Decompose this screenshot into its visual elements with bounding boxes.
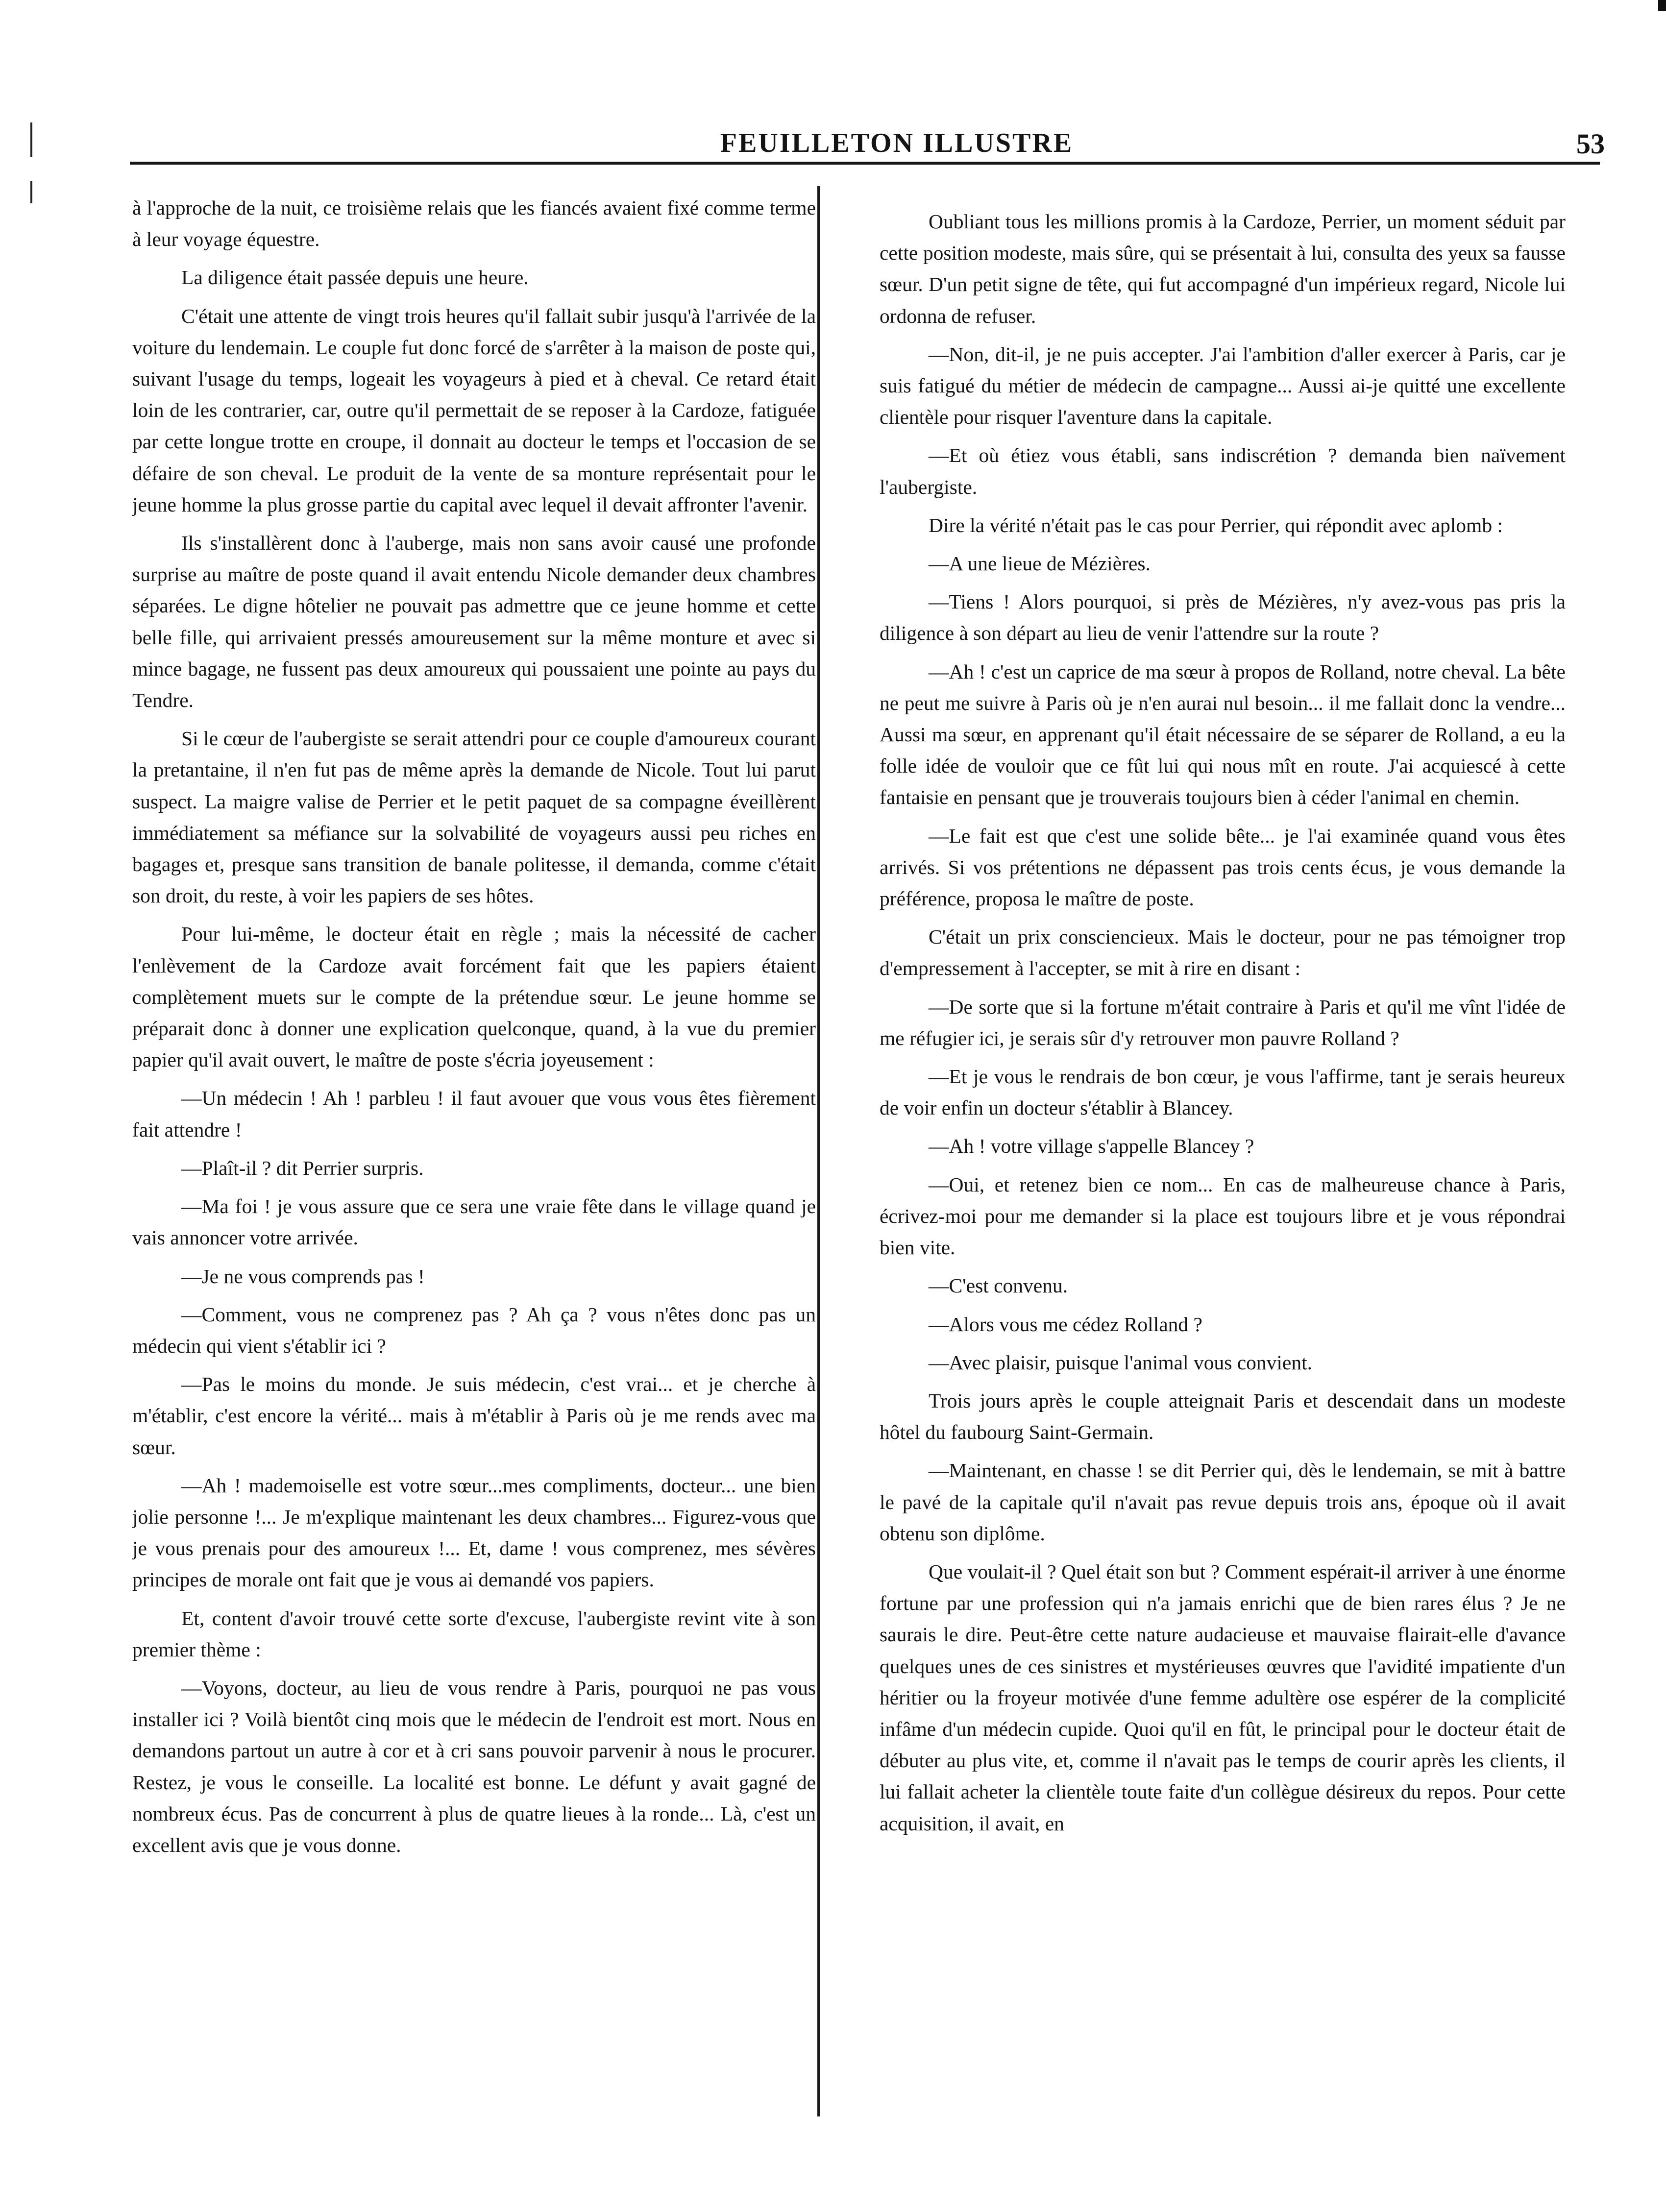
paragraph: —Ah ! mademoiselle est votre sœur...mes compliments, docteur... une bien jolie personne !... Je m'explique maintenant les deux chambres... Figurez-vous que je vous prenais pour des amoureux !... Et, dame ! vous comprenez, mes sévères principes de morale ont fait que je vous ai demandé vos papiers. bbox=[132, 1474, 816, 1591]
paragraph: à l'approche de la nuit, ce troisième relais que les fiancés avaient fixé comme terme à leur voyage équestre. bbox=[132, 196, 816, 251]
paragraph: C'était un prix consciencieux. Mais le docteur, pour ne pas témoigner trop d'empressement à l'accepter, se mit à rire en disant : bbox=[880, 925, 1566, 980]
paragraph: —Ah ! votre village s'appelle Blancey ? bbox=[929, 1135, 1254, 1158]
paragraph: C'était une attente de vingt trois heures qu'il fallait subir jusqu'à l'arrivée de la voiture du lendemain. Le couple fut donc forcé de s'arrêter à la maison de poste qui, suivant l'usage du temps, logeait les voyageurs à pied et à cheval. Ce retard était loin de les contrarier, car, outre qu'il permettait de se reposer à la Cardoze, fatiguée par cette longue trotte en croupe, il donnait au docteur le temps et l'occasion de se défaire de son cheval. Le produit de la vente de sa monture représentait pour le jeune homme la plus grosse partie du capital avec lequel il devait affronter l'avenir. bbox=[132, 304, 816, 516]
paragraph: —Oui, et retenez bien ce nom... En cas de malheureuse chance à Paris, écrivez-moi pour me demander si la place est toujours libre et je vous répondrai bien vite. bbox=[880, 1173, 1566, 1259]
paragraph: —Je ne vous comprends pas ! bbox=[181, 1264, 425, 1288]
paragraph: —Comment, vous ne comprenez pas ? Ah ça ? vous n'êtes donc pas un médecin qui vient s'établir ici ? bbox=[132, 1303, 816, 1357]
paragraph: —Un médecin ! Ah ! parbleu ! il faut avouer que vous vous êtes fièrement fait attendre ! bbox=[132, 1087, 816, 1141]
paragraph: Trois jours après le couple atteignait Paris et descendait dans un modeste hôtel du faubourg Saint-Germain. bbox=[880, 1389, 1566, 1444]
column-divider bbox=[817, 186, 820, 2116]
paragraph: —Tiens ! Alors pourquoi, si près de Mézières, n'y avez-vous pas pris la diligence à son départ au lieu de venir l'attendre sur la route ? bbox=[880, 590, 1566, 645]
paragraph: —C'est convenu. bbox=[929, 1274, 1068, 1297]
margin-mark bbox=[30, 122, 32, 157]
paragraph: —Pas le moins du monde. Je suis médecin, c'est vrai... et je cherche à m'établir, c'est encore la vérité... mais à m'établir à Paris où je me rends avec ma sœur. bbox=[132, 1373, 816, 1458]
paragraph: —Avec plaisir, puisque l'animal vous convient. bbox=[929, 1351, 1313, 1374]
paragraph: —A une lieue de Mézières. bbox=[929, 552, 1151, 575]
header-title: FEUILLETON ILLUSTRE bbox=[720, 128, 1074, 158]
paragraph: —Le fait est que c'est une solide bête... je l'ai examinée quand vous êtes arrivés. Si vos prétentions ne dépassent pas trois cents écus, je vous demande la préférence, proposa le maître de poste. bbox=[880, 824, 1566, 910]
right-column bbox=[880, 206, 1566, 2165]
paragraph: —Et je vous le rendrais de bon cœur, je vous l'affirme, tant je serais heureux de voir enfin un docteur s'établir à Blancey. bbox=[880, 1065, 1566, 1119]
paragraph: —Alors vous me cédez Rolland ? bbox=[929, 1313, 1202, 1336]
paragraph: La diligence était passée depuis une heure. bbox=[181, 266, 529, 289]
paragraph: —Non, dit-il, je ne puis accepter. J'ai l'ambition d'aller exercer à Paris, car je suis fatigué du métier de médecin de campagne... Aussi ai-je quitté une excellente clientèle pour risquer l'aventure dans la capitale. bbox=[880, 342, 1566, 429]
paragraph: —Ah ! c'est un caprice de ma sœur à propos de Rolland, notre cheval. La bête ne peut me suivre à Paris où je n'en aurai nul besoin... il me fallait donc la vendre... Aussi ma sœur, en apprenant qu'il était nécessaire de se séparer de Rolland, a eu la folle idée de vouloir que ce fût lui qui nous mît en route. J'ai acquiescé à cette fantaisie en pensant que je trouverais toujours bien à céder l'animal en chemin. bbox=[880, 660, 1566, 809]
paragraph: —Et où étiez vous établi, sans indiscrétion ? demanda bien naïvement l'aubergiste. bbox=[880, 444, 1566, 498]
paragraph: Dire la vérité n'était pas le cas pour Perrier, qui répondit avec aplomb : bbox=[929, 513, 1503, 536]
paragraph: Que voulait-il ? Quel était son but ? Comment espérait-il arriver à une énorme fortune par une profession qui n'a jamais enrichi que de bien rares élus ? Je ne saurais le dire. Peut-être cette nature audacieuse et mauvaise flairait-elle d'avance quelques unes de ces sinistres et mystérieuses œuvres que l'avidité impatiente d'un héritier ou la froyeur motivée d'une femme adultère ose espérer de la complicité infâme d'un médecin cupide. Quoi qu'il en fût, le principal pour le docteur était de débuter au plus vite, et, comme il n'avait pas le temps de courir après les clients, il lui fallait acheter la clientèle toute faite d'un collègue désireux du repos. Pour cette acquisition, il avait, en bbox=[880, 1560, 1566, 1835]
paragraph: —Ma foi ! je vous assure que ce sera une vraie fête dans le village quand je vais annoncer votre arrivée. bbox=[132, 1195, 816, 1249]
paragraph: Pour lui-même, le docteur était en règle ; mais la nécessité de cacher l'enlèvement de la Cardoze avait forcément fait que les papiers étaient complètement muets sur le compte de la prétendue sœur. Le jeune homme se préparait donc à donner une explication quelconque, quand, à la vue du premier papier qu'il avait ouvert, le maître de poste s'écria joyeusement : bbox=[132, 923, 816, 1071]
left-column bbox=[132, 192, 816, 2152]
paragraph: —Plaît-il ? dit Perrier surpris. bbox=[181, 1156, 424, 1179]
paragraph: Si le cœur de l'aubergiste se serait attendri pour ce couple d'amoureux courant la pretantaine, il n'en fut pas de même après la demande de Nicole. Tout lui parut suspect. La maigre valise de Perrier et le petit paquet de sa compagne éveillèrent immédiatement sa méfiance sur la solvabilité de voyageurs aussi peu riches en bagages et, presque sans transition de banale politesse, il demanda, comme c'était son droit, du reste, à voir les papiers de ses hôtes. bbox=[132, 727, 816, 907]
paragraph: Ils s'installèrent donc à l'auberge, mais non sans avoir causé une profonde surprise au maître de poste quand il avait entendu Nicole demander deux chambres séparées. Le digne hôtelier ne pouvait pas admettre que ce jeune homme et cette belle fille, qui arrivaient pressés amoureusement sur la même monture et avec si mince bagage, ne fussent pas deux amoureux qui poussaient une pointe au pays du Tendre. bbox=[132, 532, 816, 712]
paragraph: Et, content d'avoir trouvé cette sorte d'excuse, l'aubergiste revint vite à son premier thème : bbox=[132, 1606, 816, 1661]
paragraph: Oubliant tous les millions promis à la Cardoze, Perrier, un moment séduit par cette position modeste, mais sûre, qui se présentait à lui, consulta des yeux sa fausse sœur. D'un petit signe de tête, qui fut accompagné d'un impérieux regard, Nicole lui ordonna de refuser. bbox=[880, 210, 1566, 327]
paragraph: —De sorte que si la fortune m'était contraire à Paris et qu'il me vînt l'idée de me réfugier ici, je serais sûr d'y retrouver mon pauvre Rolland ? bbox=[880, 995, 1566, 1049]
corner-mark bbox=[1658, 0, 1666, 11]
paragraph: —Voyons, docteur, au lieu de vous rendre à Paris, pourquoi ne pas vous installer ici ? Voilà bientôt cinq mois que le médecin de l'endroit est mort. Nous en demandons partout un autre à cor et à cri sans pouvoir parvenir à nous le procurer. Restez, je vous le conseille. La localité est bonne. Le défunt y avait gagné de nombreux écus. Pas de concurrent à plus de quatre lieues à la ronde... Là, c'est un excellent avis que je vous donne. bbox=[132, 1676, 816, 1856]
page-number: 53 bbox=[1576, 128, 1605, 160]
page-header bbox=[130, 127, 1605, 165]
margin-mark bbox=[30, 181, 32, 203]
paragraph: —Maintenant, en chasse ! se dit Perrier qui, dès le lendemain, se mit à battre le pavé de la capitale qu'il n'avait pas revue depuis trois ans, époque où il avait obtenu son diplôme. bbox=[880, 1459, 1566, 1545]
